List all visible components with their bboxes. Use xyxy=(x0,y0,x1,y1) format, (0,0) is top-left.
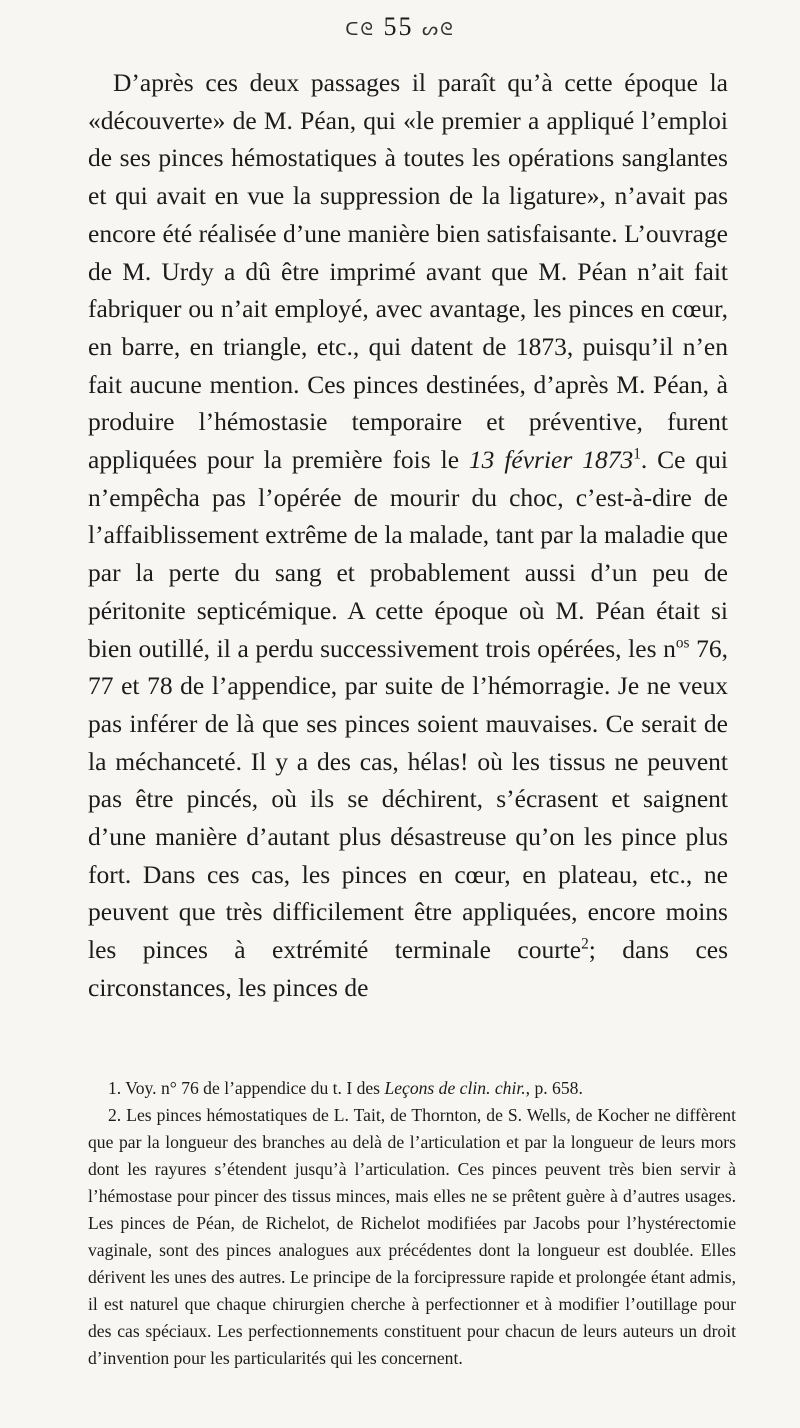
footnote-1-text-a: 1. Voy. n° 76 de l’appendice du t. I des xyxy=(108,1078,385,1098)
footnote-1-italic: Leçons de clin. chir. xyxy=(384,1078,526,1098)
italic-date: 13 février 1873 xyxy=(468,445,634,475)
right-ornament: ᔕᘓ xyxy=(422,19,455,39)
paragraph-text-b: . Ce qui n’empêcha pas l’opérée de mourir du choc, c’est-à-dire de l’affaiblissement extrême de la malade, tant par la maladie que par la perte du sang et probablement aussi d’un peu de péritonite septicémique. A cette époque où M. Péan était si bien outillé, il a perdu successivement trois opérées, les n xyxy=(88,445,728,663)
paragraph-text-d: ; dans ces circonstances, les pinces de xyxy=(88,935,729,1002)
footnote-1-text-b: , p. 658. xyxy=(525,1078,583,1098)
numbers-superscript: os xyxy=(675,634,690,652)
footnote-ref-1[interactable]: 1 xyxy=(633,445,641,463)
left-ornament: ᑕᘓ xyxy=(345,19,376,39)
main-text xyxy=(88,64,728,1007)
footnote-2: 2. Les pinces hémostatiques de L. Tait, de Thornton, de S. Wells, de Kocher ne diffèrent que par la longueur des branches au delà de l’articulation et par la longueur de leurs mors dont les rayures s’étendent jusqu’à l’articulation. Ces pinces peuvent très bien servir à l’hémostase pour pincer des tissus minces, mais elles ne se prêtent guère à d’autres usages. Les pinces de Péan, de Richelot, de Richelot modifiées par Jacobs pour l’hystérectomie vaginale, sont des pinces analogues aux précédentes dont la longueur est doublée. Elles dérivent les unes des autres. Le principe de la forcipressure rapide et prolongée étant admis, il est naturel que chaque chirurgien cherche à perfectionner et à modifier l’outillage pour des cas spéciaux. Les perfectionnements constituent pour chacun de leurs auteurs un droit d’invention pour les particularités qui les concernent. xyxy=(88,1105,736,1368)
page-header xyxy=(0,12,800,42)
main-paragraph xyxy=(88,64,728,1007)
footnote-1 xyxy=(88,1075,736,1102)
footnote-ref-2[interactable]: 2 xyxy=(581,935,589,953)
paragraph-text-a: D’après ces deux passages il paraît qu’à cette époque la «découverte» de M. Péan, qui «le premier a appliqué l’emploi de ses pinces hémostatiques à toutes les opérations sanglantes et qui avait en vue la suppression de la ligature», n’avait pas encore été réalisée d’une manière bien satisfaisante. L’ouvrage de M. Urdy a dû être imprimé avant que M. Péan n’ait fait fabriquer ou n’ait employé, avec avantage, les pinces en cœur, en barre, en triangle, etc., qui datent de 1873, puisqu’il n’en fait aucune mention. Ces pinces destinées, d’après M. Péan, à produire l’hémostasie temporaire et préventive, furent appliquées pour la première fois le xyxy=(88,68,728,475)
page-number: 55 xyxy=(383,12,414,41)
paragraph-text-c: 76, 77 et 78 de l’appendice, par suite de l’hémorragie. Je ne veux pas inférer de là que ses pinces soient mauvaises. Ce serait de la méchanceté. Il y a des cas, hélas! où les tissus ne peuvent pas être pincés, où ils se déchirent, s’écrasent et saignent d’une manière d’autant plus désastreuse qu’on les pince plus fort. Dans ces cas, les pinces en cœur, en plateau, etc., ne peuvent que très difficilement être appliquées, encore moins les pinces à extrémité terminale courte xyxy=(88,633,728,965)
footnotes xyxy=(88,1075,736,1372)
